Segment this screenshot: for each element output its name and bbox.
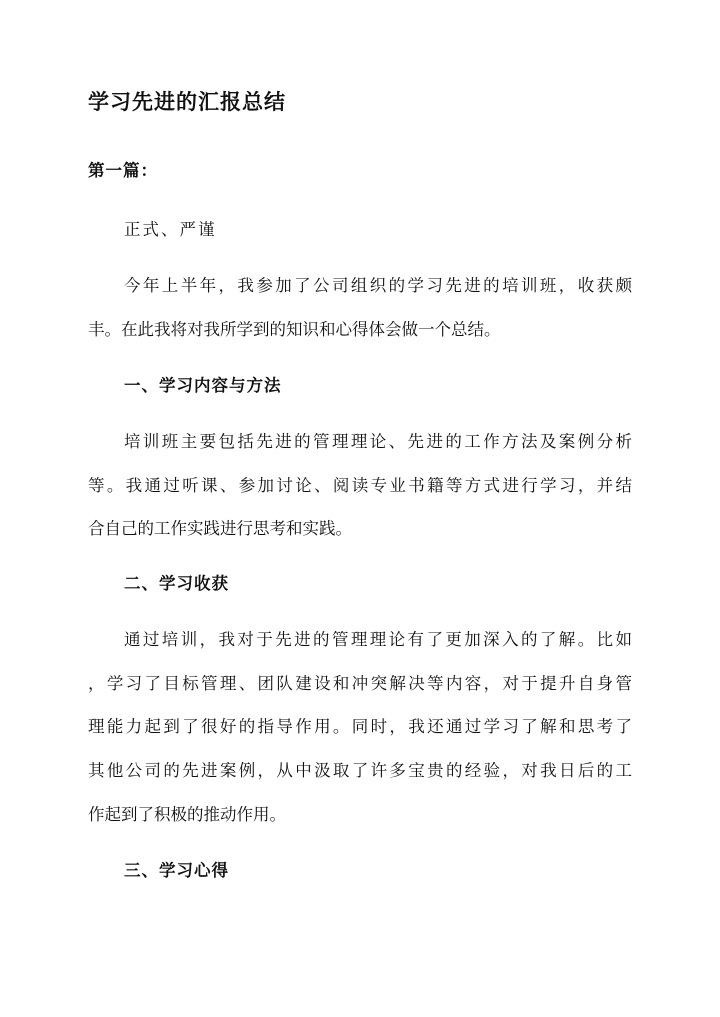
section-1-line-3: 合自己的工作实践进行思考和实践。 — [88, 519, 352, 538]
section-1-line-1: 培训班主要包括先进的管理理论、先进的工作方法及案例分析 — [124, 432, 632, 451]
section-2-line-3: 理能力起到了很好的指导作用。同时，我还通过学习了解和思考了 — [88, 717, 632, 736]
intro-line-1: 今年上半年，我参加了公司组织的学习先进的培训班，收获颇 — [124, 276, 632, 295]
section-2-line-4: 其他公司的先进案例，从中汲取了许多宝贵的经验，对我日后的工 — [88, 761, 632, 780]
section-2-line-2: ，学习了目标管理、团队建设和冲突解决等内容，对于提升自身管 — [88, 674, 632, 693]
intro-line-2: 丰。在此我将对我所学到的知识和心得体会做一个总结。 — [88, 320, 501, 339]
document-subtitle: 第一篇： — [88, 161, 158, 180]
section-2-line-1: 通过培训，我对于先进的管理理论有了更加深入的了解。比如 — [124, 630, 632, 649]
section-1-heading: 一、学习内容与方法 — [124, 376, 282, 395]
document-title: 学习先进的汇报总结 — [88, 89, 286, 114]
style-note: 正式、严谨 — [124, 220, 217, 239]
section-2-heading: 二、学习收获 — [124, 574, 229, 593]
section-1-line-2: 等。我通过听课、参加讨论、阅读专业书籍等方式进行学习，并结 — [88, 476, 632, 495]
section-2-line-5: 作起到了积极的推动作用。 — [88, 805, 286, 824]
section-3-heading: 三、学习心得 — [124, 861, 229, 880]
